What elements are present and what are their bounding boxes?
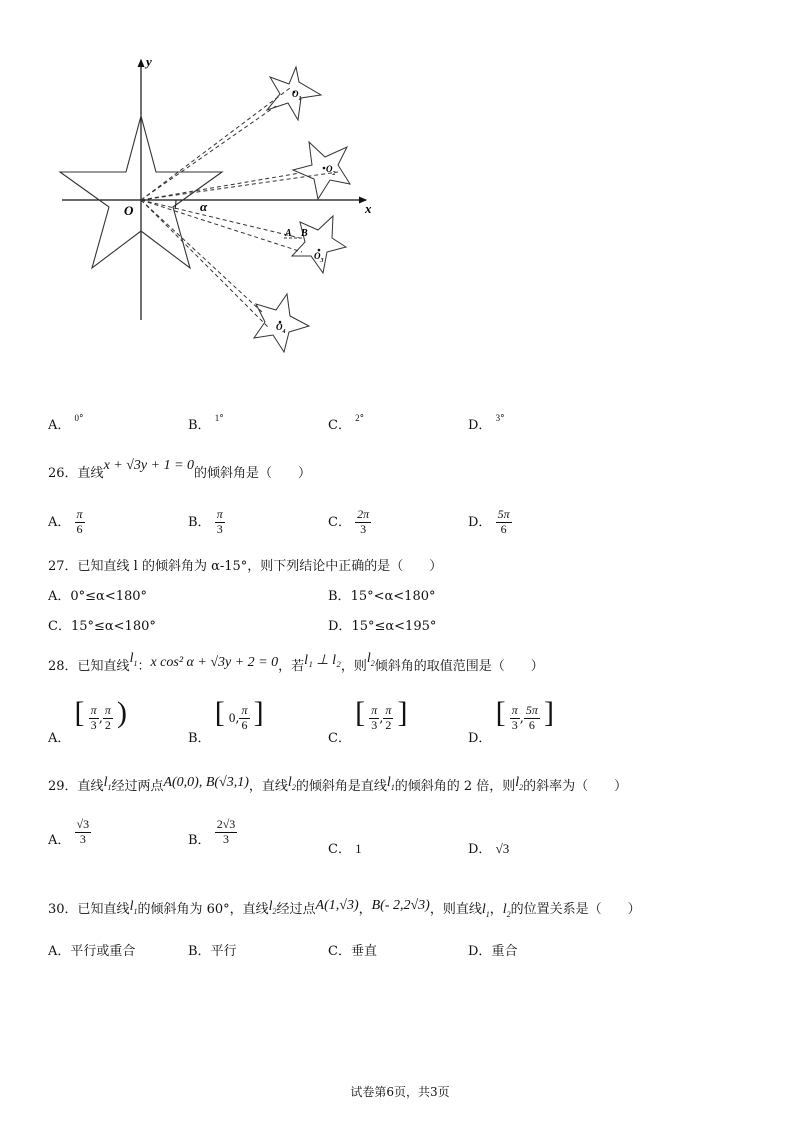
q26-option-a[interactable]: A． $\frac{\pi}{6}$ bbox=[48, 507, 83, 536]
q29-option-b[interactable]: B． $\frac{2√3}{3}$ bbox=[188, 817, 236, 848]
o3-label: $O_3$ bbox=[314, 251, 324, 264]
o4-label: $O_4$ bbox=[276, 322, 286, 335]
q28-option-d[interactable]: D． [ $\frac{\pi}{3}$ , $\frac{5\pi}{6}$ ] bbox=[468, 696, 555, 746]
q27-option-a[interactable]: A．0°≤α<180° bbox=[48, 589, 148, 604]
axis-x-label: x bbox=[365, 201, 372, 216]
q29-stem: 29．直线$l_1$经过两点A(0,0), B(√3,1)，直线$l_2$的倾斜角是直线$l_1$的倾斜角的 2 倍，则$l_2$的斜率为（ ） bbox=[48, 775, 628, 794]
axis-y-label: y bbox=[146, 55, 152, 69]
q26-option-c[interactable]: C． $\frac{2\pi}{3}$ bbox=[328, 507, 370, 536]
q28-option-a[interactable]: A． [ $\frac{\pi}{3}$ , $\frac{\pi}{2}$ ) bbox=[48, 696, 127, 746]
q29-option-c[interactable]: C． 1 bbox=[328, 841, 362, 857]
q27-stem: 27．已知直线 l 的倾斜角为 α-15°，则下列结论中正确的是（ ） bbox=[48, 559, 443, 574]
fraction: $\frac{\pi}{6}$ bbox=[76, 507, 83, 536]
q30-option-c[interactable]: C．垂直 bbox=[328, 944, 377, 959]
fraction: $\frac{\pi}{3}$ bbox=[216, 507, 223, 536]
q28-option-b[interactable]: B． [ 0, $\frac{\pi}{6}$ ] bbox=[188, 696, 264, 746]
q28-stem: 28．已知直线$l_1$：x cos² α + √3y + 2 = 0，若l₁ ⊥ l₂，则$l_2$倾斜角的取值范围是（ ） bbox=[48, 651, 544, 674]
q28-option-c[interactable]: C． [ $\frac{\pi}{3}$ , $\frac{\pi}{2}$ ] bbox=[328, 696, 408, 746]
star-o3 bbox=[292, 216, 346, 273]
q26-option-d[interactable]: D． $\frac{5\pi}{6}$ bbox=[468, 507, 510, 536]
q30-stem: 30．已知直线$l_1$的倾斜角为 60°，直线$l_2$经过点A(1,√3)，B(- 2,2√3)，则直线$l_1$，$l_2$的位置关系是（ ） bbox=[48, 898, 641, 919]
q27-option-b[interactable]: B．15°<α<180° bbox=[328, 589, 436, 604]
q29-option-a[interactable]: A． $\frac{√3}{3}$ bbox=[48, 817, 90, 848]
q30-option-d[interactable]: D．重合 bbox=[468, 944, 518, 959]
o1-label: $O_1$ bbox=[292, 89, 302, 102]
q30-option-b[interactable]: B．平行 bbox=[188, 944, 237, 959]
fraction: $\frac{5\pi}{6}$ bbox=[497, 507, 510, 536]
point-b-label: B bbox=[301, 228, 308, 239]
o2-label: $O_2$ bbox=[326, 164, 336, 177]
q25-option-c[interactable]: C． 2° bbox=[328, 413, 365, 433]
q26-option-b[interactable]: B． $\frac{\pi}{3}$ bbox=[188, 507, 223, 536]
fraction: $\frac{2\pi}{3}$ bbox=[357, 507, 370, 536]
q27-option-d[interactable]: D．15°≤α<195° bbox=[328, 619, 437, 634]
star-o2 bbox=[293, 142, 350, 199]
q25-option-d[interactable]: D． 3° bbox=[468, 413, 505, 433]
origin-label: O bbox=[124, 203, 134, 218]
stars-figure bbox=[55, 55, 385, 360]
page-footer: 试卷第6页，共3页 bbox=[350, 1085, 450, 1099]
q30-option-a[interactable]: A．平行或重合 bbox=[48, 944, 136, 959]
angle-arc bbox=[175, 200, 176, 209]
q29-option-d[interactable]: D． √3 bbox=[468, 841, 510, 857]
point-a-label: A bbox=[285, 228, 292, 239]
q25-option-a[interactable]: A． 0° bbox=[48, 413, 84, 433]
q27-option-c[interactable]: C．15°≤α<180° bbox=[48, 619, 156, 634]
q25-option-b[interactable]: B． 1° bbox=[188, 413, 224, 433]
alpha-label: α bbox=[200, 199, 208, 214]
q26-stem: 26．直线x + √3y + 1 = 0的倾斜角是（ ） bbox=[48, 458, 312, 481]
